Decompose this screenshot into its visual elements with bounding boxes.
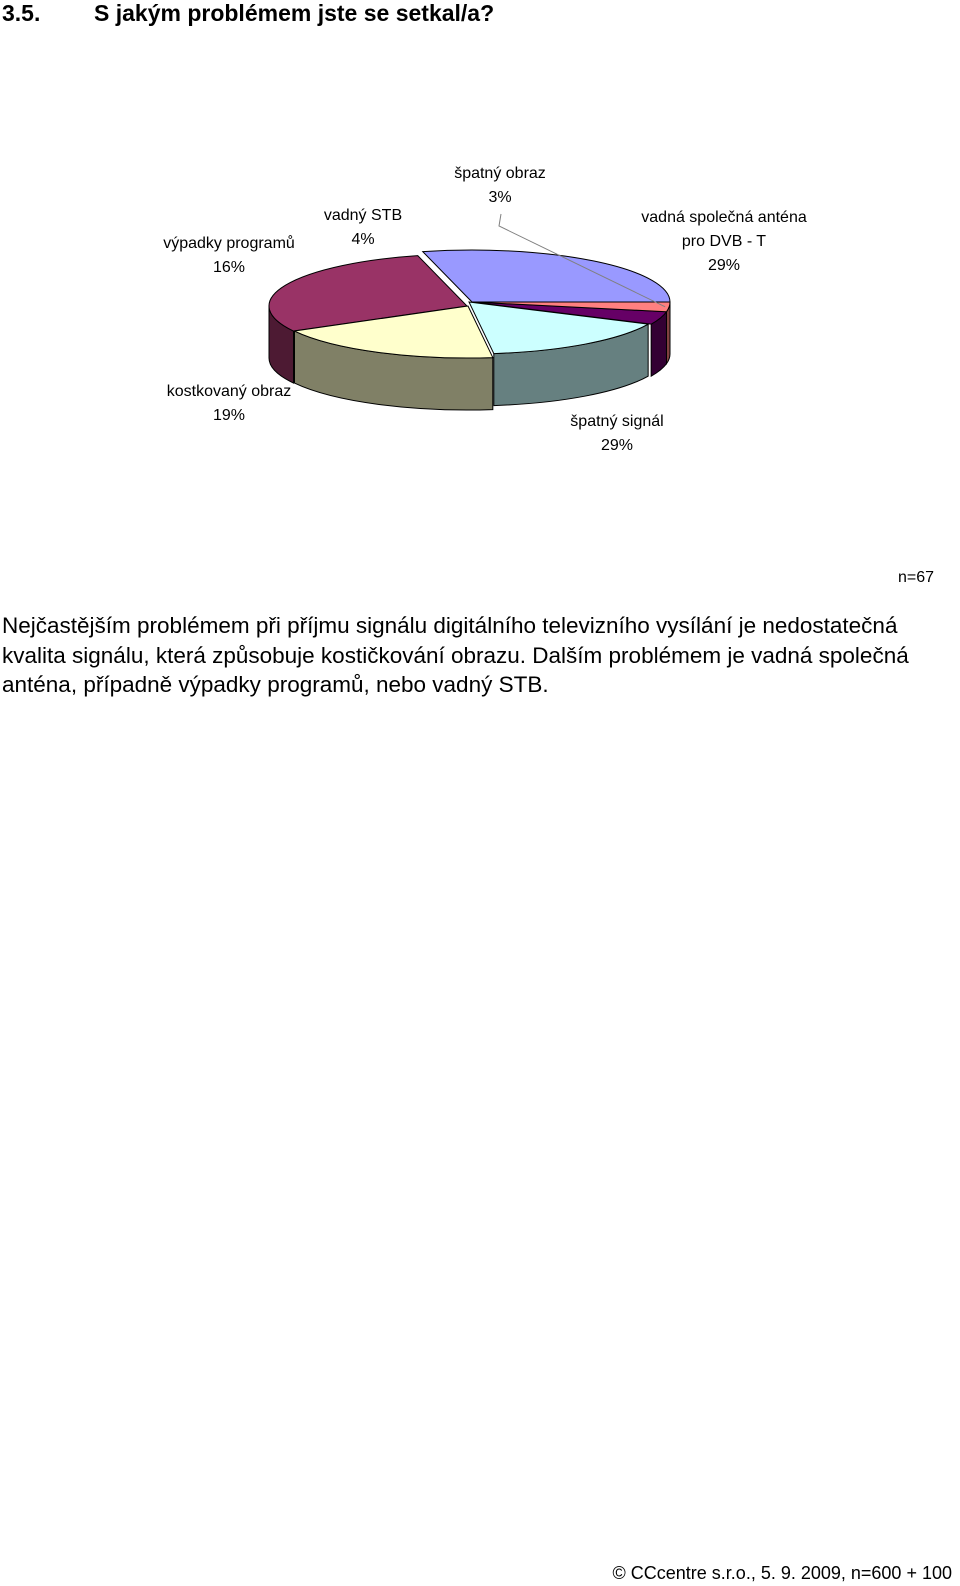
pie-label-line-1-0: špatný signál xyxy=(570,413,664,430)
pie-label-line-4-0: vadný STB xyxy=(323,207,403,224)
pie-value-3: 16% xyxy=(212,259,246,276)
pie-label-4 xyxy=(324,207,402,248)
sample-size-note: n=67 xyxy=(897,569,934,586)
pie-label-line-5-0: špatný obraz xyxy=(454,165,546,182)
pie-label-line-3-0: výpadky programů xyxy=(163,235,295,252)
pie-value-2: 19% xyxy=(212,407,246,424)
pie-slice-0 xyxy=(423,250,670,302)
pie-label-line-0-1: pro DVB - T xyxy=(681,233,767,250)
pie-value-1: 29% xyxy=(600,437,634,454)
summary-paragraph: Nejčastějším problémem při příjmu signálu digitálního televizního vysílání je nedostatečná kvalita signálu, která způsobuje kostičkování obrazu. Dalším problémem je vadná společná anténa, případně výpadky programů, nebo vadný STB. xyxy=(2,613,909,697)
pie-value-4: 4% xyxy=(351,231,375,248)
pie-label-1 xyxy=(570,413,663,454)
section-number: 3.5. xyxy=(2,0,41,26)
footer-copyright: © CCcentre s.r.o., 5. 9. 2009, n=600 + 100 xyxy=(612,1563,952,1583)
pie-label-2 xyxy=(167,383,292,424)
pie-value-5: 3% xyxy=(488,189,512,206)
pie-label-0 xyxy=(641,209,807,274)
pie-value-0: 29% xyxy=(707,257,741,274)
pie-label-5 xyxy=(454,165,546,206)
pie-chart xyxy=(0,0,960,560)
pie-label-line-0-0: vadná společná anténa xyxy=(641,209,807,226)
pie-label-3 xyxy=(163,234,295,276)
pie-label-line-2-0: kostkovaný obraz xyxy=(166,383,292,400)
section-title: S jakým problémem jste se setkal/a? xyxy=(94,0,495,26)
